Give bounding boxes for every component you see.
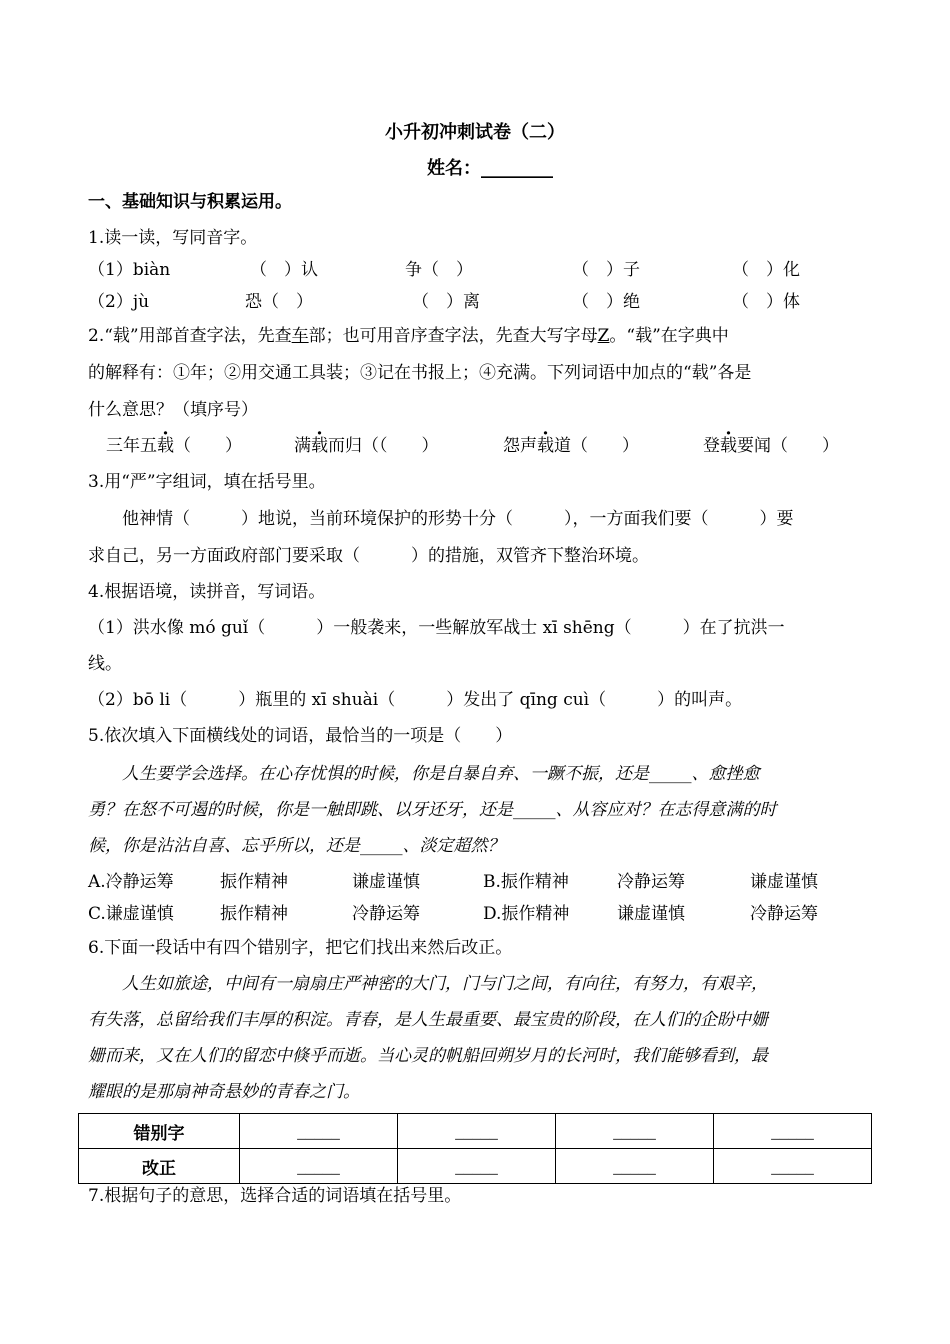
q2-item-text: 登 [703,436,720,456]
q1-row1-blank[interactable]: （ ）化 [732,260,800,280]
q2-item-blank[interactable]: （ ） [174,436,242,456]
page-title: 小升初冲刺试卷（二） [385,122,565,143]
q2-letter: Z [597,326,610,346]
q2-text: 。“载”在字典中 [609,326,729,346]
option-d[interactable]: D.振作精神 [483,904,570,924]
dotted-char: 载 [311,436,328,456]
q2-item-text: 满 [294,436,311,456]
q6-prompt: 6.下面一段话中有四个错别字，把它们找出来然后改正。 [88,938,513,958]
q6-passage: 有失落，总留给我们丰厚的积淀。青春，是人生最重要、最宝贵的阶段，在人们的企盼中姗 [88,1010,768,1030]
answer-cell[interactable]: _____ [556,1114,714,1149]
q2-item-text: 三年五 [106,436,157,456]
option-a[interactable]: A.冷静运筹 [88,872,174,892]
q1-row2-blank[interactable]: （ ）离 [412,292,480,312]
q5-passage: 勇？在怒不可遏的时候，你是一触即跳、以牙还牙，还是_____、从容应对？在志得意满的时 [88,800,777,820]
q6-passage: 姗而来，又在人们的留恋中倏乎而逝。当心灵的帆船回朔岁月的长河时，我们能够看到，最 [88,1046,768,1066]
option-b-word: 冷静运筹 [617,872,685,892]
q5-passage: 人生要学会选择。在心存忧惧的时候，你是自暴自弃、一蹶不振，还是_____、愈挫愈 [122,764,760,784]
q2-text: 2.“载”用部首查字法，先查 [88,326,292,346]
q2-item[interactable] [106,434,242,458]
q5-prompt: 5.依次填入下面横线处的词语，最恰当的一项是（ ） [88,726,513,746]
q5-passage: 候，你是沾沾自喜、忘乎所以，还是_____、淡定超然？ [88,836,505,856]
q4-line2: 线。 [88,654,122,674]
q1-row1-blank[interactable]: （ ）子 [572,260,640,280]
table-row [79,1149,872,1184]
option-a-word: 振作精神 [220,872,288,892]
q2-item[interactable] [703,434,839,458]
answer-cell[interactable]: _____ [556,1149,714,1184]
option-a-word: 谦虚谨慎 [352,872,420,892]
q1-row2-blank[interactable]: 恐（ ） [245,292,313,312]
table-row [79,1114,872,1149]
q2-text: 部；也可用音序查字法，先查大写字母 [308,326,598,346]
option-c-word: 冷静运筹 [352,904,420,924]
correction-table [78,1113,872,1184]
q4-prompt: 4.根据语境，读拼音，写词语。 [88,582,326,602]
q2-item[interactable] [294,434,439,458]
answer-cell[interactable]: _____ [240,1149,398,1184]
row-label: 错别字 [79,1114,240,1149]
option-b-word: 谦虚谨慎 [750,872,818,892]
answer-cell[interactable]: _____ [240,1114,398,1149]
option-d-word: 冷静运筹 [750,904,818,924]
q3-line1: 他神情（ ）地说，当前环境保护的形势十分（ ），一方面我们要（ ）要 [122,509,794,529]
row-label: 改正 [79,1149,240,1184]
option-c[interactable]: C.谦虚谨慎 [88,904,174,924]
dotted-char: 载 [537,436,554,456]
q1-prompt: 1.读一读，写同音字。 [88,228,258,248]
option-b[interactable]: B.振作精神 [483,872,569,892]
q4-line3: （2）bō li（ ）瓶里的 xī shuài（ ）发出了 qīng cuì（ ）的叫声。 [88,690,743,710]
q1-row1-blank[interactable]: 争（ ） [405,260,473,280]
option-d-word: 谦虚谨慎 [617,904,685,924]
q7-prompt: 7.根据句子的意思，选择合适的词语填在括号里。 [88,1186,462,1206]
q2-item[interactable] [503,434,639,458]
q2-item-blank[interactable]: 要闻（ ） [737,436,839,456]
section-heading: 一、基础知识与积累运用。 [88,192,292,212]
q1-row2-blank[interactable]: （ ）绝 [572,292,640,312]
q2-item-blank[interactable]: 而归（（ ） [328,436,439,456]
answer-cell[interactable]: _____ [398,1149,556,1184]
q1-row1-label: （1）biàn [88,260,171,280]
q2-radical: 车 [291,326,309,346]
q3-line2: 求自己，另一方面政府部门要采取（ ）的措施，双管齐下整治环境。 [88,546,649,566]
q1-row2-blank[interactable]: （ ）体 [732,292,800,312]
option-c-word: 振作精神 [220,904,288,924]
q2-line1 [88,324,870,348]
q1-row2-label: （2）jù [88,292,150,312]
name-field[interactable]: 姓名：________ [427,158,553,179]
q3-prompt: 3.用“严”字组词，填在括号里。 [88,472,326,492]
answer-cell[interactable]: _____ [714,1149,872,1184]
dotted-char: 载 [720,436,737,456]
q1-row1-blank[interactable]: （ ）认 [250,260,318,280]
q4-line1: （1）洪水像 mó guǐ（ ）一般袭来，一些解放军战士 xī shēng（ ）在了抗洪一 [88,618,785,638]
q2-line3: 什么意思？（填序号） [88,400,258,420]
dotted-char: 载 [157,436,174,456]
q2-line2: 的解释有：①年；②用交通工具装；③记在书报上；④充满。下列词语中加点的“载”各是 [88,363,752,383]
answer-cell[interactable]: _____ [398,1114,556,1149]
q2-item-blank[interactable]: 道（ ） [554,436,639,456]
q6-passage: 人生如旅途，中间有一扇扇庄严神密的大门，门与门之间，有向往，有努力，有艰辛， [122,974,768,994]
q2-item-text: 怨声 [503,436,537,456]
q6-passage: 耀眼的是那扇神奇悬妙的青春之门。 [88,1082,360,1102]
answer-cell[interactable]: _____ [714,1114,872,1149]
